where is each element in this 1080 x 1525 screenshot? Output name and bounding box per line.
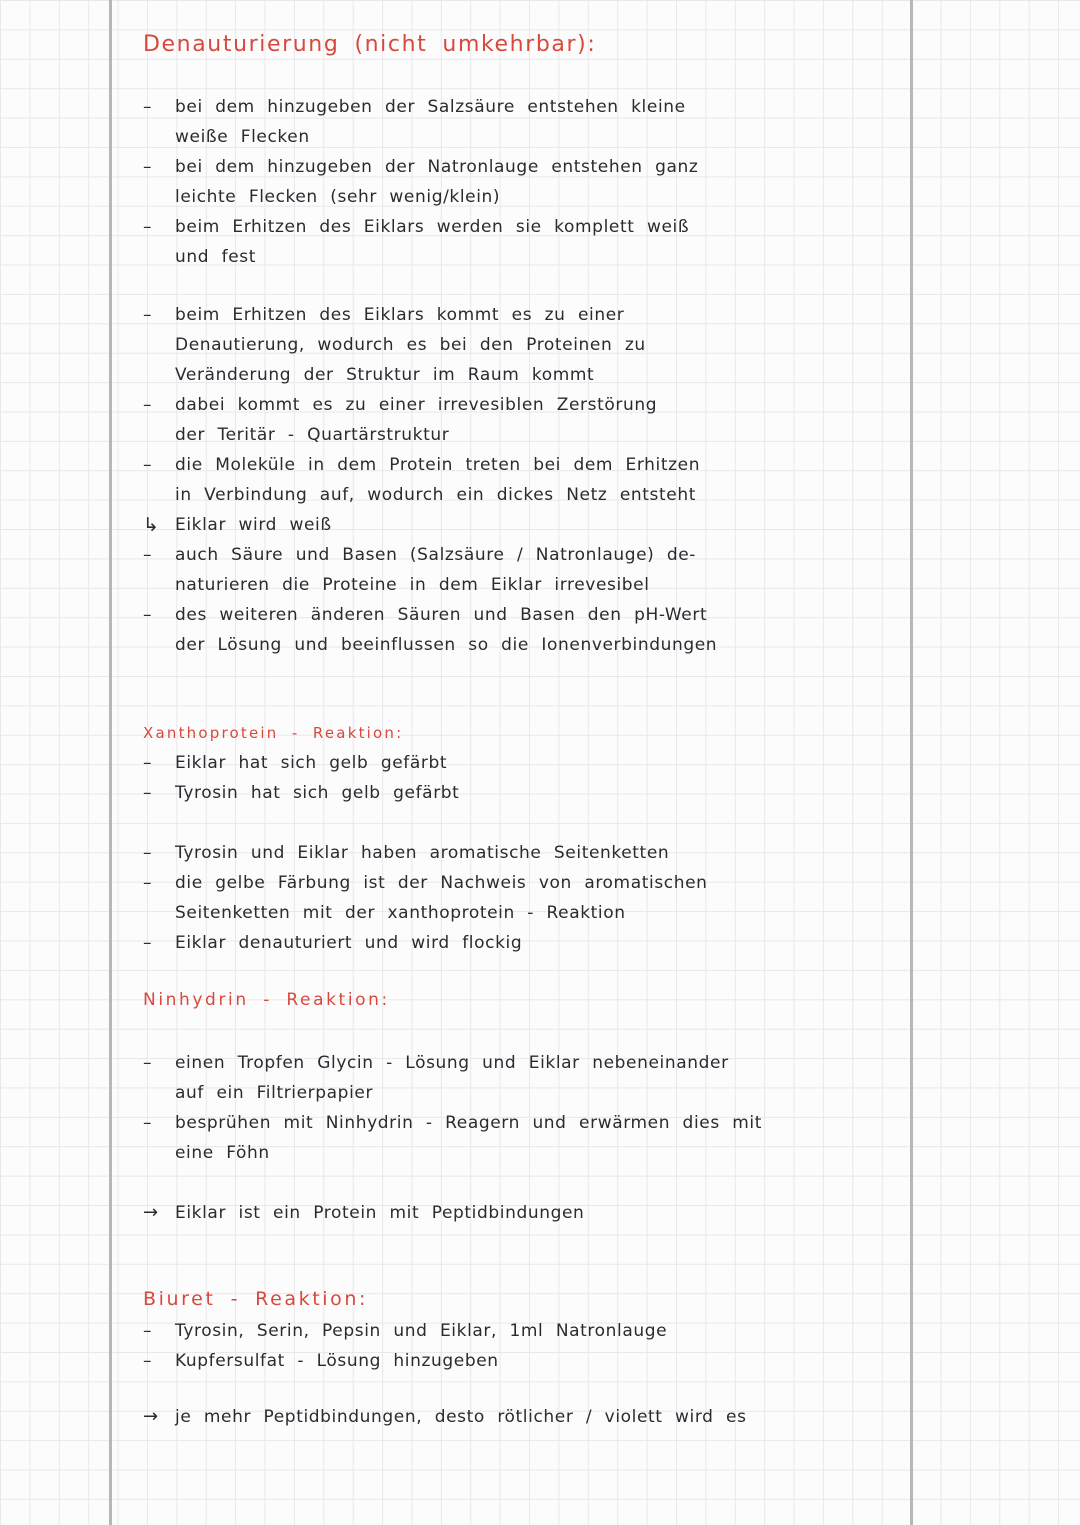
section-xanthoprotein	[143, 718, 913, 958]
bullet-marker: –	[143, 605, 153, 625]
note-line: Kupfersulfat - Lösung hinzugeben	[175, 1351, 499, 1371]
note-line: Tyrosin und Eiklar haben aromatische Seitenketten	[175, 843, 670, 863]
note-line: Eiklar wird weiß	[175, 515, 332, 535]
note-line: Eiklar denauturiert und wird flockig	[175, 933, 523, 953]
bullet-marker: –	[143, 1113, 153, 1133]
bullet-marker: –	[143, 1053, 153, 1073]
note-line: Veränderung der Struktur im Raum kommt	[175, 365, 595, 385]
note-line: auch Säure und Basen (Salzsäure / Natronlauge) de-	[175, 545, 697, 565]
bullet-item	[143, 838, 913, 868]
bullet-item	[143, 928, 913, 958]
bullet-item	[143, 540, 913, 600]
note-line: der Lösung und beeinflussen so die Ionenverbindungen	[175, 635, 718, 655]
conclusion-item	[143, 1198, 913, 1228]
bullet-item	[143, 450, 913, 510]
section-heading-xanthoprotein: Xanthoprotein - Reaktion:	[143, 724, 404, 742]
note-line: bei dem hinzugeben der Salzsäure entstehen kleine	[175, 97, 686, 117]
bullet-marker: –	[143, 305, 153, 325]
section-ninhydrin	[143, 985, 913, 1228]
note-line: naturieren die Proteine in dem Eiklar irrevesibel	[175, 575, 650, 595]
note-line: beim Erhitzen des Eiklars kommt es zu einer	[175, 305, 625, 325]
note-line: dabei kommt es zu einer irrevesiblen Zerstörung	[175, 395, 658, 415]
bullet-marker: –	[143, 217, 153, 237]
note-line: in Verbindung auf, wodurch ein dickes Netz entsteht	[175, 485, 696, 505]
handwritten-notes	[143, 30, 913, 1432]
bullet-item	[143, 1048, 913, 1108]
bullet-marker: –	[143, 157, 153, 177]
bullet-marker: –	[143, 395, 153, 415]
note-line: beim Erhitzen des Eiklars werden sie komplett weiß	[175, 217, 690, 237]
note-line: weiße Flecken	[175, 127, 310, 147]
bullet-marker: –	[143, 753, 153, 773]
hook-arrow-icon: ↳	[143, 514, 160, 536]
left-margin-rule	[109, 0, 112, 1525]
note-line: besprühen mit Ninhydrin - Reagern und erwärmen dies mit	[175, 1113, 763, 1133]
note-line: Denautierung, wodurch es bei den Proteinen zu	[175, 335, 646, 355]
note-line: Tyrosin, Serin, Pepsin und Eiklar, 1ml Natronlauge	[175, 1321, 668, 1341]
bullet-item	[143, 92, 913, 152]
note-line: leichte Flecken (sehr wenig/klein)	[175, 187, 501, 207]
bullet-item	[143, 152, 913, 212]
bullet-item	[143, 778, 913, 808]
note-line: die Moleküle in dem Protein treten bei dem Erhitzen	[175, 455, 701, 475]
bullet-item	[143, 1108, 913, 1168]
note-line: des weiteren änderen Säuren und Basen den pH-Wert	[175, 605, 708, 625]
bullet-marker: –	[143, 1321, 153, 1341]
bullet-marker: –	[143, 1351, 153, 1371]
note-line: eine Föhn	[175, 1143, 270, 1163]
bullet-item	[143, 748, 913, 778]
bullet-item	[143, 390, 913, 450]
note-line: bei dem hinzugeben der Natronlauge entstehen ganz	[175, 157, 699, 177]
section-biuret	[143, 1284, 913, 1432]
note-line: Eiklar ist ein Protein mit Peptidbindungen	[175, 1203, 585, 1223]
conclusion-item	[143, 1402, 913, 1432]
note-line: und fest	[175, 247, 256, 267]
section-heading-ninhydrin: Ninhydrin - Reaktion:	[143, 990, 390, 1010]
bullet-marker: –	[143, 455, 153, 475]
note-line: einen Tropfen Glycin - Lösung und Eiklar nebeneinander	[175, 1053, 729, 1073]
bullet-marker: –	[143, 97, 153, 117]
bullet-item	[143, 212, 913, 272]
bullet-marker: –	[143, 843, 153, 863]
note-line: Seitenketten mit der xanthoprotein - Reaktion	[175, 903, 626, 923]
note-line: Eiklar hat sich gelb gefärbt	[175, 753, 448, 773]
section-heading-biuret: Biuret - Reaktion:	[143, 1288, 369, 1310]
bullet-marker: –	[143, 873, 153, 893]
bullet-item	[143, 868, 913, 928]
note-line: Tyrosin hat sich gelb gefärbt	[175, 783, 460, 803]
bullet-item	[143, 600, 913, 660]
right-arrow-icon: →	[143, 1202, 159, 1223]
conclusion-item	[143, 510, 913, 540]
section-heading-denaturierung: Denauturierung (nicht umkehrbar):	[143, 32, 597, 57]
section-denaturierung	[143, 30, 913, 660]
note-line: je mehr Peptidbindungen, desto rötlicher / violett wird es	[175, 1407, 747, 1427]
bullet-item	[143, 300, 913, 390]
bullet-item	[143, 1316, 913, 1346]
note-line: auf ein Filtrierpapier	[175, 1083, 374, 1103]
right-arrow-icon: →	[143, 1406, 159, 1427]
bullet-marker: –	[143, 545, 153, 565]
bullet-item	[143, 1346, 913, 1376]
note-line: die gelbe Färbung ist der Nachweis von aromatischen	[175, 873, 708, 893]
bullet-marker: –	[143, 783, 153, 803]
note-line: der Teritär - Quartärstruktur	[175, 425, 450, 445]
bullet-marker: –	[143, 933, 153, 953]
